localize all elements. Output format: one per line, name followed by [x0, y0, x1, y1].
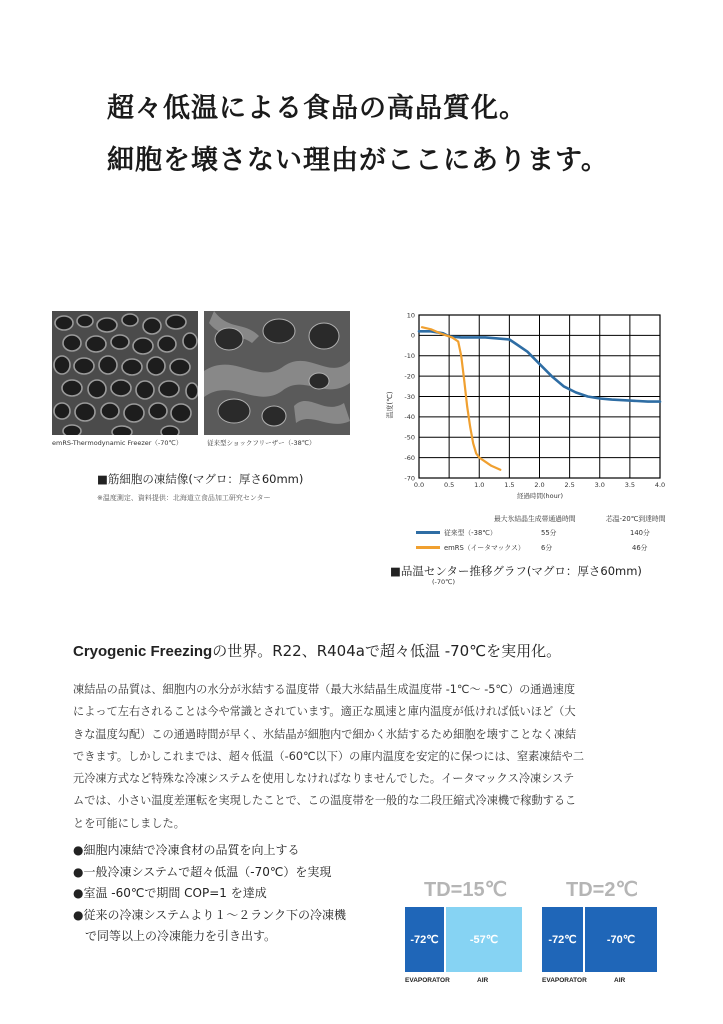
td-diagram-1-air-box [446, 907, 522, 972]
td-diagram-1-evaporator-box [405, 907, 444, 972]
paragraph-line: とを可能にしました。 [73, 816, 185, 830]
chart-x-tick-label: 1.0 [474, 481, 485, 489]
chart-ylabel: 温度(℃) [386, 391, 394, 419]
chart-xlabel: 経過時間(hour) [517, 492, 563, 500]
chart-x-tick-label: 1.5 [504, 481, 515, 489]
chart-x-tick-label: 3.5 [624, 481, 636, 489]
bullet-item: ●室温 -60℃で期間 COP=1 を達成 [73, 886, 267, 900]
headline-line-1: 超々低温による食品の高品質化。 [107, 93, 527, 124]
bullet-item: で同等以上の冷凍能力を引き出す。 [73, 929, 277, 943]
legend-name-conventional: 従来型（-38℃） [444, 529, 497, 537]
td-diagram-1-evaporator-temp: -72℃ [410, 934, 439, 946]
legend-name-emrs: emRS（イータマックス） [444, 544, 525, 552]
section-title-latin: Cryogenic Freezing [73, 643, 213, 660]
chart-y-tick-label: -70 [404, 474, 415, 483]
section-title [73, 640, 561, 661]
chart-y-tick-label: -60 [404, 453, 415, 462]
td-diagram-1-evaporator-label: EVAPORATOR [405, 977, 450, 984]
chart-x-tick-label: 0.5 [443, 481, 455, 489]
paragraph-line: きな温度勾配）この通過時間が早く、氷結晶が細胞内で細かく氷結するため細胞を壊すことなく凍結 [73, 727, 577, 741]
chart-y-tick-label: -30 [404, 392, 415, 401]
td-diagram-2-evaporator-box [542, 907, 583, 972]
legend-swatch-emrs [416, 546, 440, 549]
legend-header-pass-time: 最大氷結晶生成帯通過時間 [494, 515, 576, 523]
legend-header-reach-time: 芯温-20℃到達時間 [606, 515, 666, 523]
legend-reach-emrs: 46分 [632, 544, 648, 552]
temperature-chart [380, 305, 680, 565]
chart-y-tick-label: -10 [404, 352, 415, 361]
photo-caption-conventional: 従来型ショックフリーザー（-38℃） [207, 439, 316, 447]
bullet-item: ●従来の冷凍システムより１～２ランク下の冷凍機 [73, 907, 347, 922]
feature-bullets [73, 840, 346, 948]
chart-x-tick-label: 4.0 [654, 481, 666, 489]
legend-pass-emrs: 6分 [541, 544, 553, 552]
td-diagram-2-air-temp: -70℃ [606, 934, 636, 946]
body-paragraph [73, 679, 584, 835]
chart-y-tick-label: 10 [406, 311, 415, 320]
legend-pass-conventional: 55分 [541, 529, 557, 537]
chart-x-tick-label: 0.0 [413, 481, 425, 489]
chart-x-tick-label: 2.5 [564, 481, 575, 489]
paragraph-line: 凍結品の品質は、細胞内の水分が氷結する温度帯（最大氷結晶生成温度帯 -1℃～ -5℃）の通過速度 [73, 683, 576, 696]
chart-y-tick-label: -40 [404, 413, 415, 422]
section-title-rest: の世界。R22、R404aで超々低温 -70℃を実用化。 [212, 642, 562, 660]
td-diagram-2-title: TD=2℃ [566, 879, 638, 901]
chart-y-tick-label: -20 [404, 372, 415, 381]
bullet-item: ●細胞内凍結で冷凍食材の品質を向上する [73, 843, 300, 857]
chart-sub-note: (-70℃) [432, 578, 455, 586]
paragraph-line: によって左右されることは今や常識とされています。適正な風速と庫内温度が低ければ低いほど（大 [73, 705, 576, 719]
paragraph-line: ムでは、小さい温度差運転を実現したことで、この温度帯を一般的な二段圧縮式冷凍機で稼動するこ [73, 794, 577, 808]
td-diagram-2-evaporator-temp: -72℃ [548, 934, 577, 946]
chart-y-tick-label: -50 [404, 433, 415, 442]
photo-section-title: ■筋細胞の凍結像(マグロ：厚さ60mm) [97, 472, 304, 486]
photo-source-note: ※温度測定、資料提供：北海道立食品加工研究センター [97, 494, 271, 502]
td-diagram-1-air-label: AIR [477, 977, 489, 984]
chart-x-tick-label: 3.0 [594, 481, 605, 489]
legend-reach-conventional: 140分 [630, 529, 650, 537]
micrograph-emrs-image [52, 311, 198, 435]
photo-caption-emrs: emRS-Thermodynamic Freezer（-70℃） [52, 439, 183, 447]
td-diagram-2-air-label: AIR [614, 977, 626, 984]
td-diagram-1-air-temp: -57℃ [469, 934, 499, 946]
legend-swatch-conventional [416, 531, 440, 534]
headline-line-2: 細胞を壊さない理由がここにあります。 [107, 145, 609, 176]
paragraph-line: 元冷凍方式など特殊な冷凍システムを使用しなければなりませんでした。イータマックス冷凍システ [73, 772, 575, 786]
td-diagram-1-title: TD=15℃ [424, 879, 508, 901]
chart-y-tick-label: 0 [410, 331, 415, 340]
paragraph-line: できます。しかしこれまでは、超々低温（-60℃以下）の庫内温度を安定的に保つには、窒素凍結や二 [73, 749, 585, 763]
bullet-item: ●一般冷凍システムで超々低温（-70℃）を実現 [73, 864, 332, 879]
chart-x-tick-label: 2.0 [534, 481, 545, 489]
td-diagram-2-air-box [585, 907, 657, 972]
chart-title: ■品温センター推移グラフ(マグロ：厚さ60mm) [390, 564, 642, 578]
micrograph-conventional-image [204, 311, 350, 435]
td-diagram-2-evaporator-label: EVAPORATOR [542, 977, 587, 984]
